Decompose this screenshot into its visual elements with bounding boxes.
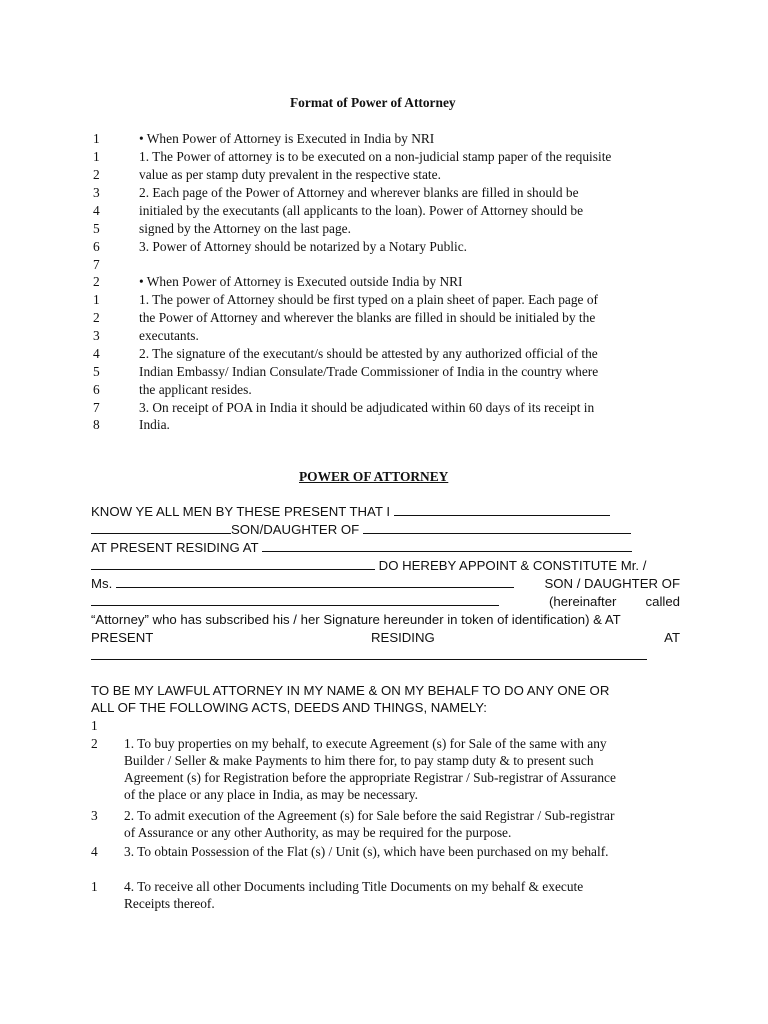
list-item: • When Power of Attorney is Executed outside India by NRI bbox=[139, 274, 463, 289]
attorney-address-blank[interactable] bbox=[91, 647, 647, 660]
act-line: 1. To buy properties on my behalf, to execute Agreement (s) for Sale of the same with any bbox=[124, 736, 607, 751]
line-number: 2 bbox=[91, 736, 98, 751]
line-number: 2 bbox=[93, 274, 100, 289]
list-item: 2. The signature of the executant/s should be attested by any authorized official of the bbox=[139, 346, 598, 361]
line-number: 2 bbox=[93, 167, 100, 182]
line-number: 3 bbox=[93, 328, 100, 343]
act-line: 3. To obtain Possession of the Flat (s) / Unit (s), which have been purchased on my behalf. bbox=[124, 844, 609, 859]
act-line: of the place or any place in India, as may be necessary. bbox=[124, 787, 418, 802]
line-number: 2 bbox=[93, 310, 100, 325]
list-item: the Power of Attorney and wherever the blanks are filled in should be initialed by the bbox=[139, 310, 596, 325]
form-l7-text: “Attorney” who has subscribed his / her Signature hereunder in token of identification) & AT bbox=[91, 612, 621, 627]
list-item: executants. bbox=[139, 328, 199, 343]
act-line: 2. To admit execution of the Agreement (s) for Sale before the said Registrar / Sub-registrar bbox=[124, 808, 615, 823]
acts-intro-1: TO BE MY LAWFUL ATTORNEY IN MY NAME & ON MY BEHALF TO DO ANY ONE OR bbox=[91, 683, 610, 698]
line-number: 4 bbox=[91, 844, 98, 859]
list-item: 2. Each page of the Power of Attorney and wherever blanks are filled in should be bbox=[139, 185, 579, 200]
line-number: 1 bbox=[93, 131, 100, 146]
form-l8c-text: AT bbox=[664, 630, 680, 645]
list-item: Indian Embassy/ Indian Consulate/Trade Commissioner of India in the country where bbox=[139, 364, 599, 379]
form-line-8 bbox=[91, 629, 680, 646]
act-line: Agreement (s) for Registration before the appropriate Registrar / Sub-registrar of Assurance bbox=[124, 770, 616, 785]
form-l8a-text: PRESENT bbox=[91, 630, 154, 645]
form-line-9 bbox=[91, 647, 680, 664]
list-item: value as per stamp duty prevalent in the respective state. bbox=[139, 167, 441, 182]
form-l3-text: AT PRESENT RESIDING AT bbox=[91, 540, 259, 555]
name-blank[interactable] bbox=[91, 521, 231, 534]
act-item-3 bbox=[124, 843, 677, 860]
form-l6b-text: called bbox=[645, 594, 680, 609]
form-line-7 bbox=[91, 611, 680, 628]
list-item: India. bbox=[139, 417, 170, 432]
acts-intro-2: ALL OF THE FOLLOWING ACTS, DEEDS AND THINGS, NAMELY: bbox=[91, 700, 487, 715]
line-number: 1 bbox=[91, 879, 98, 894]
list-item: signed by the Attorney on the last page. bbox=[139, 221, 351, 236]
line-number: 4 bbox=[93, 346, 100, 361]
line-number: 3 bbox=[91, 808, 98, 823]
address-blank[interactable] bbox=[91, 557, 375, 570]
form-line-6 bbox=[91, 593, 680, 610]
name-blank[interactable] bbox=[394, 503, 610, 516]
list-item: the applicant resides. bbox=[139, 382, 252, 397]
act-line: Receipts thereof. bbox=[124, 896, 215, 911]
address-blank[interactable] bbox=[262, 539, 632, 552]
act-line: Builder / Seller & make Payments to him there for, to pay stamp duty & to present such bbox=[124, 753, 594, 768]
line-number: 1 bbox=[91, 718, 98, 733]
form-l5a-text: Ms. bbox=[91, 576, 113, 591]
line-number: 1 bbox=[93, 292, 100, 307]
list-item: 1. The Power of attorney is to be executed on a non-judicial stamp paper of the requisite bbox=[139, 149, 612, 164]
format-title: Format of Power of Attorney bbox=[290, 95, 456, 110]
list-item: 1. The power of Attorney should be first typed on a plain sheet of paper. Each page of bbox=[139, 292, 598, 307]
line-number: 1 bbox=[93, 149, 100, 164]
list-item: • When Power of Attorney is Executed in India by NRI bbox=[139, 131, 435, 146]
attorney-name-blank[interactable] bbox=[116, 575, 514, 588]
form-l5b-text: SON / DAUGHTER OF bbox=[544, 576, 680, 591]
act-line: 4. To receive all other Documents including Title Documents on my behalf & execute bbox=[124, 879, 584, 894]
list-item: 3. Power of Attorney should be notarized by a Notary Public. bbox=[139, 239, 468, 254]
form-line-3 bbox=[91, 539, 680, 556]
act-item-4 bbox=[124, 878, 677, 912]
line-number: 6 bbox=[93, 239, 100, 254]
list-item: 3. On receipt of POA in India it should be adjudicated within 60 days of its receipt in bbox=[139, 400, 595, 415]
act-item-1 bbox=[124, 735, 677, 803]
line-number: 7 bbox=[93, 400, 100, 415]
line-number: 5 bbox=[93, 364, 100, 379]
form-l6a-text: (hereinafter bbox=[549, 594, 617, 609]
poa-title: POWER OF ATTORNEY bbox=[299, 469, 449, 484]
line-number: 6 bbox=[93, 382, 100, 397]
form-l1-text: KNOW YE ALL MEN BY THESE PRESENT THAT I bbox=[91, 504, 391, 519]
parent-name-blank[interactable] bbox=[363, 521, 631, 534]
form-l2-text: SON/DAUGHTER OF bbox=[231, 522, 360, 537]
line-number: 7 bbox=[93, 257, 100, 272]
form-line-5 bbox=[91, 575, 680, 592]
line-number: 8 bbox=[93, 417, 100, 432]
line-number: 5 bbox=[93, 221, 100, 236]
form-l4-text: DO HEREBY APPOINT & CONSTITUTE Mr. / bbox=[378, 558, 647, 573]
line-number: 4 bbox=[93, 203, 100, 218]
form-l8b-text: RESIDING bbox=[371, 630, 435, 645]
line-number: 3 bbox=[93, 185, 100, 200]
act-item-2 bbox=[124, 807, 677, 841]
form-line-2 bbox=[91, 521, 680, 538]
act-line: of Assurance or any other Authority, as may be required for the purpose. bbox=[124, 825, 512, 840]
form-line-4 bbox=[91, 557, 680, 574]
list-item: initialed by the executants (all applicants to the loan). Power of Attorney should be bbox=[139, 203, 584, 218]
form-line-1 bbox=[91, 503, 680, 520]
attorney-parent-blank[interactable] bbox=[91, 593, 499, 606]
